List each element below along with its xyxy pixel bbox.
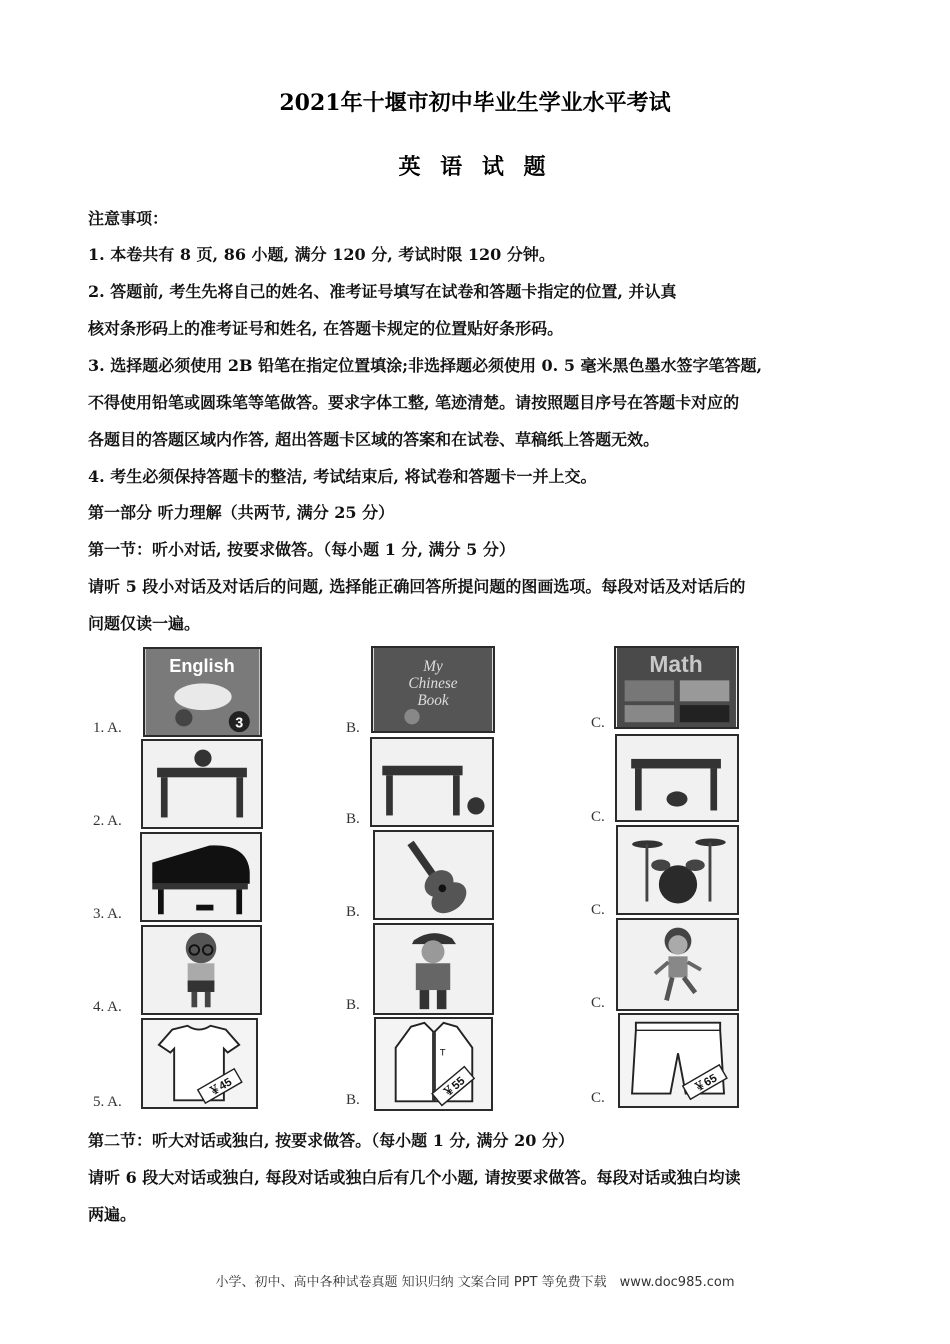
q5-shorts-price: ￥65 [692, 1072, 720, 1095]
note-1: 1. 本卷共有 8 页, 86 小题, 满分 120 分, 考试时限 120 分钟。 [88, 245, 555, 264]
q1-chinese-book-text-2: Chinese [408, 675, 458, 693]
q5-label-b: B. [346, 1092, 360, 1108]
q1-label-b: B. [346, 720, 360, 736]
section2-heading: 第二节：听大对话或独白, 按要求做答。（每小题 1 分, 满分 20 分） [88, 1131, 574, 1150]
q3-label-b: B. [346, 904, 360, 920]
q5-label-c: C. [591, 1090, 605, 1106]
section1-instructions-a: 请听 5 段小对话及对话后的问题, 选择能正确回答所提问题的图画选项。每段对话及对话后的 [88, 577, 746, 596]
exam-title: 2021年十堰市初中毕业生学业水平考试 [279, 90, 671, 116]
note-3b: 不得使用铅笔或圆珠笔等笔做答。要求字体工整, 笔迹清楚。请按照题目序号在答题卡对应的 [88, 393, 740, 412]
q5-shorts-picture [618, 1013, 739, 1108]
q1-chinese-book-picture [371, 646, 495, 733]
note-2a: 2. 答题前, 考生先将自己的姓名、准考证号填写在试卷和答题卡指定的位置, 并认真 [88, 282, 677, 301]
q5-shirt-letter: T [439, 1047, 446, 1059]
q1-math-book-text: Math [649, 650, 703, 677]
q5-shirt-price: ￥55 [441, 1075, 468, 1100]
q1-english-book-number: 3 [235, 715, 244, 732]
section1-instructions-b: 问题仅读一遍。 [88, 614, 201, 633]
q4-boy-with-cap-picture [373, 923, 494, 1015]
q2-ball-on-table-picture [141, 739, 263, 829]
q4-boy-dancing-picture [616, 918, 739, 1011]
q1-label-c: C. [591, 715, 605, 731]
section1-heading: 第一节：听小对话, 按要求做答。（每小题 1 分, 满分 5 分） [88, 540, 515, 559]
q1-chinese-book-text-1: My [423, 657, 443, 675]
q4-label-b: B. [346, 997, 360, 1013]
q5-t-shirt-picture [141, 1018, 258, 1109]
section2-instructions-b: 两遍。 [88, 1205, 137, 1224]
notes-heading: 注意事项： [88, 209, 169, 228]
q3-label-a: 3. A. [93, 906, 122, 922]
q4-label-a: 4. A. [93, 999, 122, 1015]
q4-boy-with-glasses-picture [141, 925, 262, 1015]
q4-label-c: C. [591, 995, 605, 1011]
q5-t-shirt-price: ￥45 [207, 1076, 235, 1099]
note-2b: 核对条形码上的准考证号和姓名, 在答题卡规定的位置贴好条形码。 [88, 319, 564, 338]
q1-chinese-book-text-3: Book [417, 692, 449, 710]
q2-label-a: 2. A. [93, 813, 122, 829]
q3-drums-picture [616, 825, 739, 915]
q3-label-c: C. [591, 902, 605, 918]
note-3a: 3. 选择题必须使用 2B 铅笔在指定位置填涂;非选择题必须使用 0. 5 毫米黑色墨水签字笔答题, [88, 356, 763, 375]
q3-guitar-picture [373, 830, 494, 920]
note-4: 4. 考生必须保持答题卡的整洁, 考试结束后, 将试卷和答题卡一并上交。 [88, 467, 597, 486]
q2-ball-beside-table-picture [370, 737, 494, 827]
q2-label-c: C. [591, 809, 605, 825]
q1-english-book-text: English [169, 655, 235, 676]
page-footer: 小学、初中、高中各种试卷真题 知识归纳 文案合同 PPT 等免费下载 www.doc985.com [215, 1275, 735, 1290]
q1-math-book-picture [614, 646, 739, 729]
note-3c: 各题目的答题区域内作答, 超出答题卡区域的答案和在试卷、草稿纸上答题无效。 [88, 430, 660, 449]
q5-label-a: 5. A. [93, 1094, 122, 1110]
q5-shirt-picture [374, 1017, 493, 1111]
exam-subtitle: 英 语 试 题 [398, 154, 552, 180]
q2-label-b: B. [346, 811, 360, 827]
q1-english-book-picture [143, 647, 262, 737]
section2-instructions-a: 请听 6 段大对话或独白, 每段对话或独白后有几个小题, 请按要求做答。每段对话或独白均读 [88, 1168, 741, 1187]
q3-piano-picture [140, 832, 262, 922]
q1-label-a: 1. A. [93, 720, 122, 736]
q2-ball-under-table-picture [615, 734, 739, 822]
part1-heading: 第一部分 听力理解（共两节, 满分 25 分） [88, 503, 395, 522]
